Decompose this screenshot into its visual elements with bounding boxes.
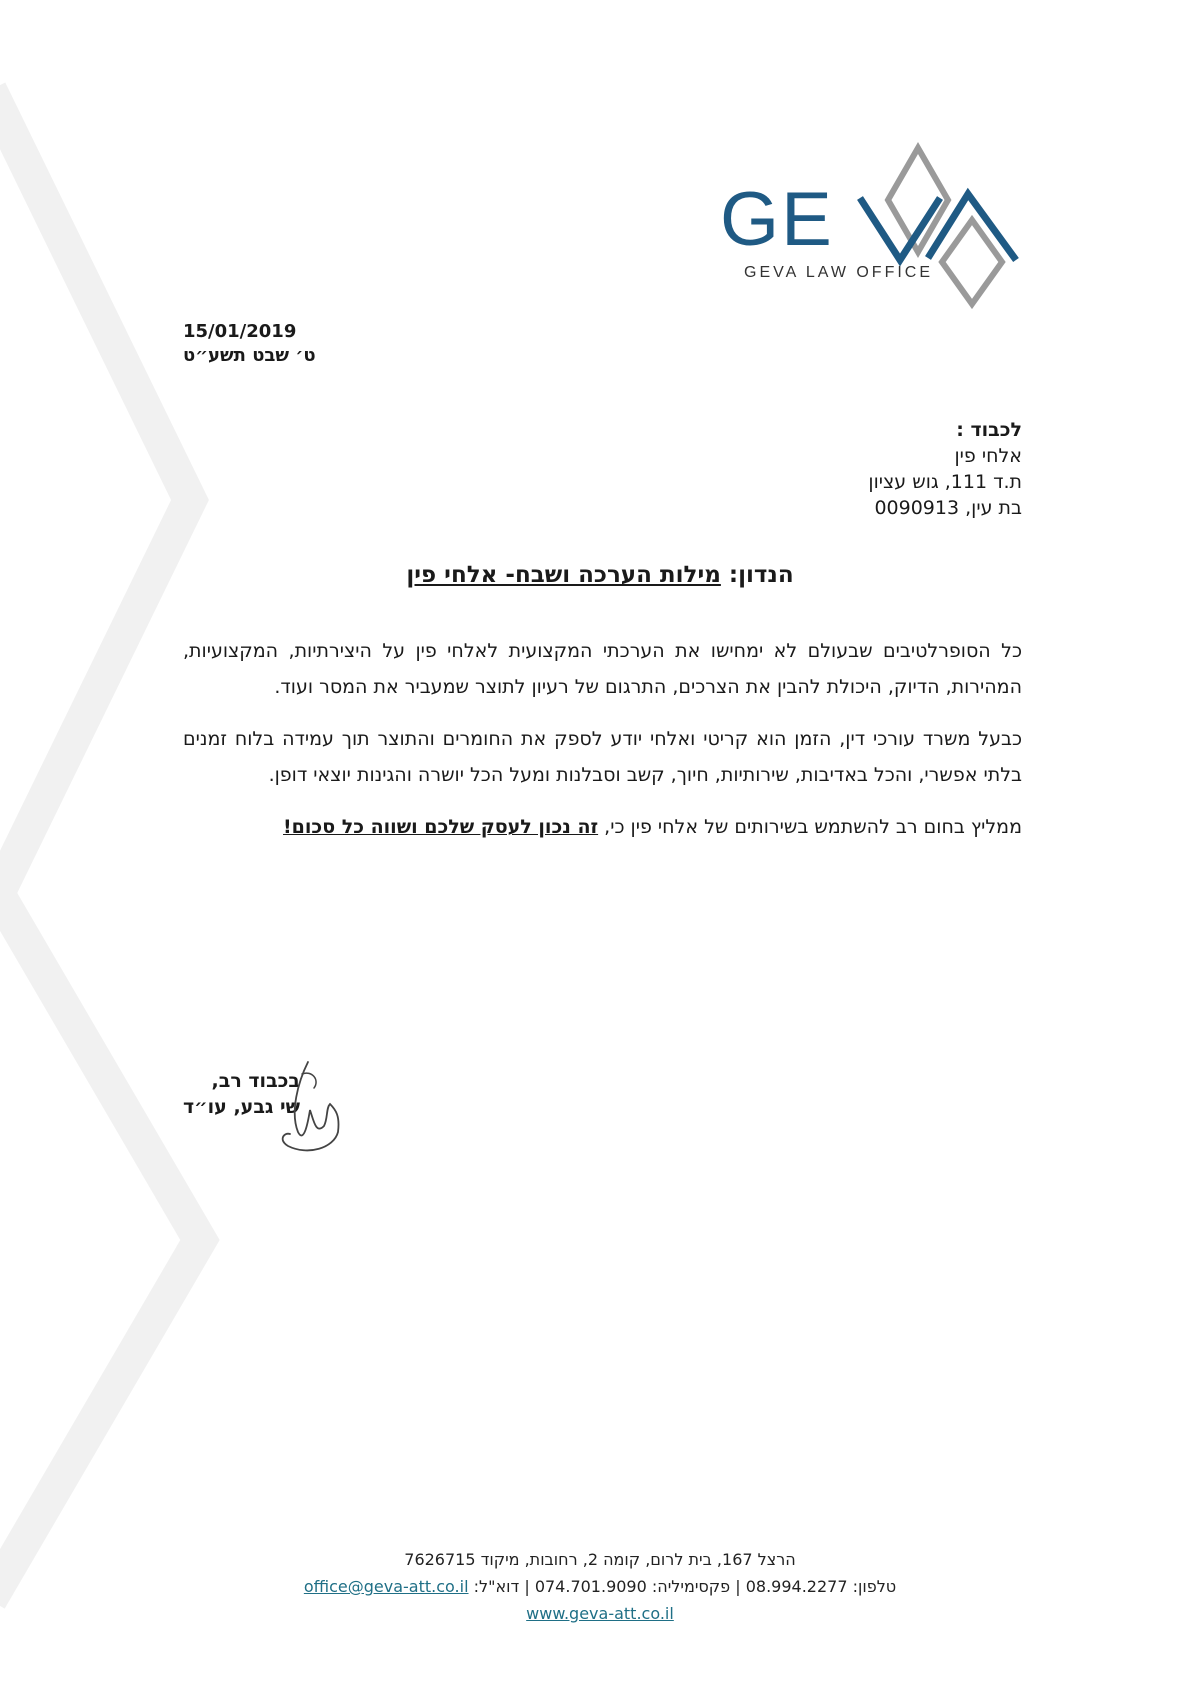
- letter-body: [183, 633, 1022, 861]
- gregorian-date: 15/01/2019: [183, 321, 297, 342]
- footer-contact: טלפון: 08.994.2277 | פקסימיליה: 074.701.9090 | דוא"ל:: [473, 1577, 897, 1596]
- recommendation-text: ממליץ בחום רב להשתמש בשירותים של אלחי פין כי,: [604, 816, 1022, 838]
- recipient-address-line1: ת.ד 111, גוש עציון: [868, 471, 1022, 493]
- footer-contact-line: [0, 1573, 1200, 1600]
- subject-text: מילות הערכה ושבח- אלחי פין: [406, 562, 721, 588]
- signer-name: שי גבע, עו״ד: [183, 1096, 301, 1118]
- footer-address: הרצל 167, בית לרום, קומה 2, רחובות, מיקוד 7626715: [404, 1550, 796, 1569]
- body-paragraph-3: [183, 809, 1022, 845]
- recipient-address-line2: בת עין, 0090913: [874, 497, 1022, 519]
- geva-logo: [720, 140, 1040, 310]
- subject-line: [0, 562, 1200, 588]
- body-paragraph-1: כל הסופרלטיבים שבעולם לא ימחישו את הערכתי המקצועית לאלחי פין על היצירתיות, המקצועיות, המהירות, הדיוק, היכולת להבין את הצרכים, התרגום של רעיון לתוצר שמעביר את המסר ועוד.: [183, 640, 1022, 698]
- footer-website-link[interactable]: www.geva-att.co.il: [526, 1604, 674, 1623]
- letter-footer: [0, 1546, 1200, 1627]
- footer-email-link[interactable]: office@geva-att.co.il: [303, 1577, 469, 1596]
- date-block: [183, 320, 316, 368]
- logo-subtitle: GEVA LAW OFFICE: [744, 264, 934, 281]
- handwritten-signature: [268, 1052, 368, 1162]
- recommendation-emphasis: זה נכון לעסק שלכם ושווה כל סכום!: [283, 816, 599, 838]
- hebrew-date: ט׳ שבט תשע״ט: [183, 345, 316, 366]
- body-paragraph-2: כבעל משרד עורכי דין, הזמן הוא קריטי ואלחי יודע לספק את החומרים והתוצר תוך עמידה בלוח זמנים בלתי אפשרי, והכל באדיבות, שירותיות, חיוך, קשב וסבלנות ומעל הכל יושרה והגינות יוצאי דופן.: [183, 728, 1022, 786]
- recipient-block: [868, 417, 1022, 521]
- subject-label: הנדון:: [728, 562, 794, 588]
- recipient-name: אלחי פין: [954, 445, 1022, 467]
- recipient-label: לכבוד :: [956, 419, 1022, 441]
- closing-text: בכבוד רב,: [211, 1070, 301, 1092]
- logo-wordmark: GE: [720, 177, 834, 262]
